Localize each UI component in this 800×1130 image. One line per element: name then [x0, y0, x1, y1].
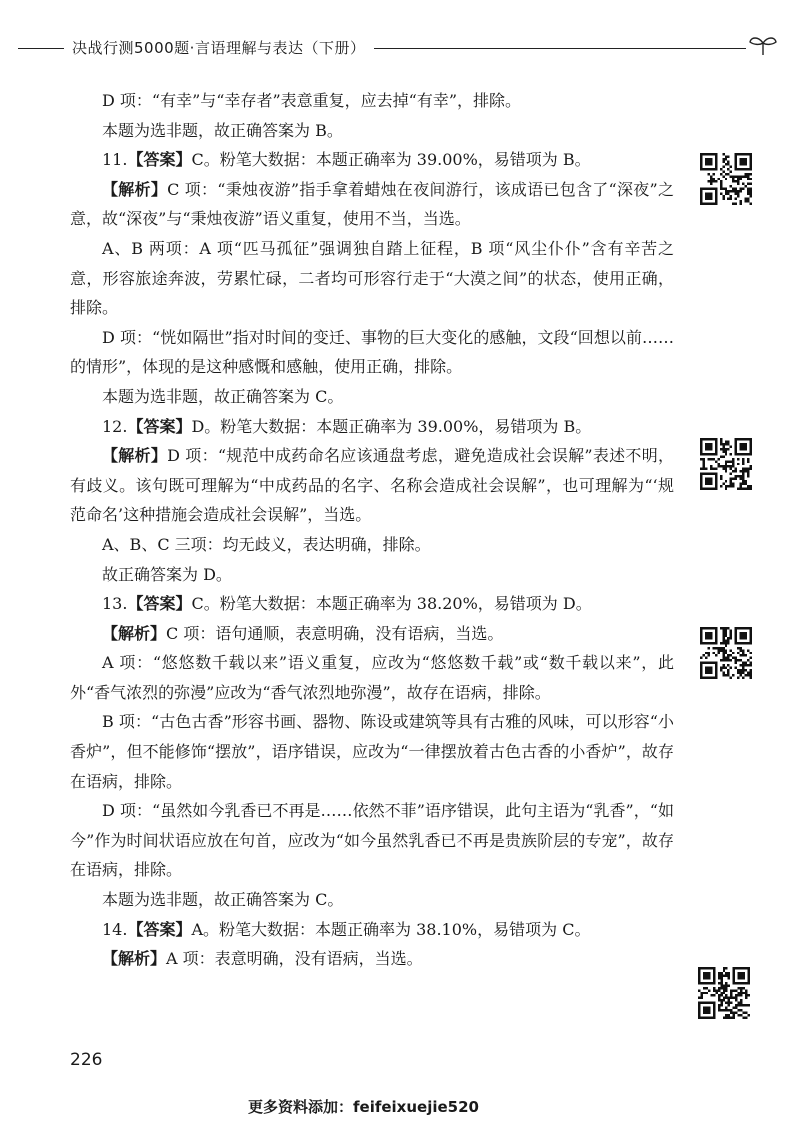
analysis-text: A 项：表意明确，没有语病，当选。 — [166, 949, 423, 969]
paragraph — [70, 796, 674, 885]
paragraph — [70, 234, 674, 323]
paragraph-text: 故正确答案为 D。 — [102, 564, 232, 584]
analysis-tag: 【解析】 — [102, 179, 168, 199]
paragraph — [70, 323, 674, 382]
answer-line — [70, 145, 674, 175]
paragraph-text: 本题为选非题，故正确答案为 B。 — [102, 120, 343, 140]
paragraph-text: 本题为选非题，故正确答案为 C。 — [102, 386, 344, 406]
paragraph-text: A 项：“悠悠数千载以来”语义重复，应改为“悠悠数千载”或“数千载以来”，此外“香气浓烈的弥漫”应改为“香气浓烈地弥漫”，故存在语病，排除。 — [70, 653, 674, 702]
question-number: 13. — [102, 594, 128, 614]
paragraph-text: A、B 两项：A 项“匹马孤征”强调独自踏上征程，B 项“风尘仆仆”含有辛苦之意，形容旅途奔波，劳累忙碌，二者均可形容行走于“大漠之间”的状态，使用正确，排除。 — [70, 238, 674, 318]
paragraph — [70, 885, 674, 915]
analysis-line — [70, 619, 674, 649]
analysis-tag: 【解析】 — [102, 623, 167, 643]
paragraph — [70, 86, 674, 116]
answer-tag: 【答案】 — [127, 150, 192, 170]
paragraph-text: D 项：“虽然如今乳香已不再是……依然不菲”语序错误，此句主语为“乳香”，“如今”作为时间状语应放在句首，应改为“如今虽然乳香已不再是贵族阶层的专宠”，故存在语病，排除。 — [70, 801, 674, 880]
question-number: 11. — [102, 150, 128, 170]
analysis-text: C 项：语句通顺，表意明确，没有语病，当选。 — [166, 623, 504, 643]
header-rule-left — [18, 48, 64, 49]
question-number: 12. — [102, 416, 128, 436]
analysis-tag: 【解析】 — [102, 446, 168, 466]
answer-tag: 【答案】 — [127, 416, 192, 436]
footer-note: 更多资料添加：feifeixuejie520 — [248, 1098, 479, 1116]
paragraph — [70, 707, 674, 796]
paragraph-text: D 项：“有幸”与“幸存者”表意重复，应去掉“有幸”，排除。 — [102, 91, 521, 110]
analysis-line — [70, 441, 674, 530]
answer-text: C。粉笔大数据：本题正确率为 38.20%，易错项为 D。 — [191, 594, 592, 614]
header-rule-right — [374, 48, 746, 49]
answer-tag: 【答案】 — [127, 594, 192, 614]
paragraph-text: 本题为选非题，故正确答案为 C。 — [102, 890, 344, 910]
analysis-text: C 项：“秉烛夜游”指手拿着蜡烛在夜间游行，该成语已包含了“深夜”之意，故“深夜”与“秉烛夜游”语义重复，使用不当，当选。 — [70, 179, 674, 229]
analysis-line — [70, 944, 674, 974]
page-number: 226 — [70, 1050, 103, 1070]
analysis-text: D 项：“规范中成药命名应该通盘考虑，避免造成社会误解”表述不明，有歧义。该句既可理解为“中成药品的名字、名称会造成社会误解”，也可理解为“‘规范命名’这种措施会造成社会误解”，当选。 — [70, 446, 674, 525]
paragraph — [70, 560, 674, 590]
running-header — [18, 34, 778, 58]
answer-text: A。粉笔大数据：本题正确率为 38.10%，易错项为 C。 — [191, 919, 591, 939]
sprout-icon — [748, 34, 778, 56]
qr-code-icon[interactable] — [700, 627, 752, 679]
paragraph-text: D 项：“恍如隔世”指对时间的变迁、事物的巨大变化的感触，文段“回想以前……的情形”，体现的是这种感慨和感触，使用正确，排除。 — [70, 327, 674, 377]
paragraph — [70, 530, 674, 560]
question-number: 14. — [102, 919, 128, 939]
qr-code-icon[interactable] — [698, 967, 750, 1019]
paragraph — [70, 382, 674, 412]
paragraph-text: B 项：“古色古香”形容书画、器物、陈设或建筑等具有古雅的风味，可以形容“小香炉”，但不能修饰“摆放”，语序错误，应改为“一律摆放着古色古香的小香炉”，故存在语病，排除。 — [70, 712, 674, 791]
answer-text: C。粉笔大数据：本题正确率为 39.00%，易错项为 B。 — [191, 150, 591, 170]
analysis-tag: 【解析】 — [102, 949, 167, 969]
qr-code-icon[interactable] — [700, 153, 752, 205]
paragraph — [70, 116, 674, 146]
answer-line — [70, 589, 674, 619]
answer-line — [70, 915, 674, 945]
answer-text: D。粉笔大数据：本题正确率为 39.00%，易错项为 B。 — [191, 416, 592, 436]
paragraph-text: A、B、C 三项：均无歧义，表达明确，排除。 — [102, 534, 431, 554]
page-content — [70, 86, 674, 974]
answer-tag: 【答案】 — [127, 919, 192, 939]
answer-line — [70, 412, 674, 442]
qr-code-icon[interactable] — [700, 438, 752, 490]
analysis-line — [70, 175, 674, 234]
paragraph — [70, 648, 674, 707]
header-title: 决战行测5000题·言语理解与表达（下册） — [72, 39, 366, 57]
